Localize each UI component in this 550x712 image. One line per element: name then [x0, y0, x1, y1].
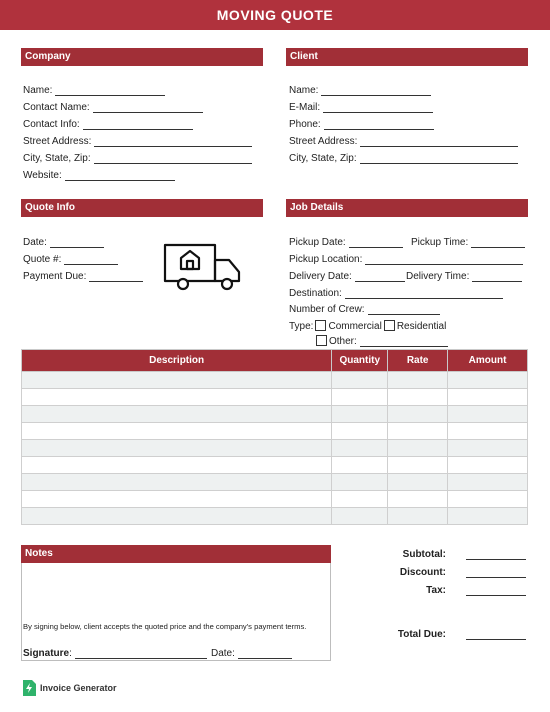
- table-row: [22, 508, 528, 525]
- discount-label: Discount:: [399, 567, 446, 578]
- rate-cell[interactable]: [388, 508, 448, 525]
- quote-number-field[interactable]: Quote #:: [23, 251, 118, 265]
- description-cell[interactable]: [22, 457, 332, 474]
- rate-column-header: Rate: [388, 350, 448, 372]
- rate-cell[interactable]: [388, 406, 448, 423]
- tax-value[interactable]: [466, 595, 526, 596]
- company-contact-name-field[interactable]: Contact Name:: [23, 99, 203, 113]
- client-email-field[interactable]: E-Mail:: [289, 99, 433, 113]
- signature-date-field[interactable]: Date:: [211, 645, 292, 659]
- table-row: [22, 372, 528, 389]
- amount-cell[interactable]: [448, 423, 528, 440]
- company-street-address-field[interactable]: Street Address:: [23, 133, 252, 147]
- table-row: [22, 457, 528, 474]
- quantity-cell[interactable]: [332, 423, 388, 440]
- residential-checkbox[interactable]: [384, 320, 395, 331]
- quantity-cell[interactable]: [332, 457, 388, 474]
- client-city-state-zip-field[interactable]: City, State, Zip:: [289, 150, 518, 164]
- quantity-cell[interactable]: [332, 440, 388, 457]
- table-row: [22, 440, 528, 457]
- pickup-time-field[interactable]: Pickup Time:: [411, 234, 525, 248]
- company-section-header: Company: [21, 48, 263, 66]
- total-due-label: Total Due:: [397, 629, 446, 640]
- amount-cell[interactable]: [448, 389, 528, 406]
- delivery-date-field[interactable]: Delivery Date:: [289, 268, 405, 282]
- rate-cell[interactable]: [388, 491, 448, 508]
- signature-field[interactable]: Signature :: [23, 645, 207, 659]
- rate-cell[interactable]: [388, 423, 448, 440]
- client-street-address-field[interactable]: Street Address:: [289, 133, 518, 147]
- moving-truck-icon: [163, 243, 243, 293]
- footer-brand: Invoice Generator: [40, 683, 117, 693]
- job-details-section-header: Job Details: [286, 199, 528, 217]
- description-cell[interactable]: [22, 474, 332, 491]
- other-type-field: Other:: [314, 333, 448, 347]
- payment-due-field[interactable]: Payment Due:: [23, 268, 143, 282]
- table-row: [22, 474, 528, 491]
- tax-label: Tax:: [426, 585, 446, 596]
- description-cell[interactable]: [22, 491, 332, 508]
- rate-cell[interactable]: [388, 372, 448, 389]
- company-name-field[interactable]: Name:: [23, 82, 165, 96]
- total-due-value[interactable]: [466, 639, 526, 640]
- quantity-cell[interactable]: [332, 491, 388, 508]
- company-contact-info-field[interactable]: Contact Info:: [23, 116, 193, 130]
- company-website-field[interactable]: Website:: [23, 167, 175, 181]
- quantity-cell[interactable]: [332, 474, 388, 491]
- amount-cell[interactable]: [448, 474, 528, 491]
- description-cell[interactable]: [22, 440, 332, 457]
- quantity-cell[interactable]: [332, 389, 388, 406]
- job-type-row: Type: Commercial Residential: [289, 321, 447, 332]
- other-type-input[interactable]: [360, 335, 448, 347]
- rate-cell[interactable]: [388, 440, 448, 457]
- amount-cell[interactable]: [448, 372, 528, 389]
- quote-info-section-header: Quote Info: [21, 199, 263, 217]
- description-cell[interactable]: [22, 508, 332, 525]
- amount-cell[interactable]: [448, 508, 528, 525]
- description-cell[interactable]: [22, 372, 332, 389]
- pickup-location-field[interactable]: Pickup Location:: [289, 251, 523, 265]
- rate-cell[interactable]: [388, 389, 448, 406]
- delivery-time-field[interactable]: Delivery Time:: [406, 268, 522, 282]
- quantity-cell[interactable]: [332, 508, 388, 525]
- quantity-cell[interactable]: [332, 406, 388, 423]
- company-city-state-zip-field[interactable]: City, State, Zip:: [23, 150, 252, 164]
- amount-column-header: Amount: [448, 350, 528, 372]
- quantity-column-header: Quantity: [332, 350, 388, 372]
- commercial-checkbox[interactable]: [315, 320, 326, 331]
- invoice-generator-logo-icon: [22, 680, 36, 696]
- pickup-date-field[interactable]: Pickup Date:: [289, 234, 403, 248]
- description-cell[interactable]: [22, 389, 332, 406]
- amount-cell[interactable]: [448, 457, 528, 474]
- crew-count-field[interactable]: Number of Crew:: [289, 301, 440, 315]
- description-cell[interactable]: [22, 423, 332, 440]
- client-name-field[interactable]: Name:: [289, 82, 431, 96]
- notes-section-header: Notes: [21, 545, 331, 563]
- subtotal-label: Subtotal:: [402, 549, 446, 560]
- items-table: [21, 349, 528, 525]
- page-title: MOVING QUOTE: [0, 0, 550, 30]
- table-row: [22, 389, 528, 406]
- discount-value[interactable]: [466, 577, 526, 578]
- notes-input[interactable]: [21, 567, 331, 617]
- description-cell[interactable]: [22, 406, 332, 423]
- table-row: [22, 406, 528, 423]
- rate-cell[interactable]: [388, 474, 448, 491]
- quote-date-field[interactable]: Date:: [23, 234, 104, 248]
- other-checkbox[interactable]: [316, 335, 327, 346]
- destination-field[interactable]: Destination:: [289, 285, 503, 299]
- table-row: [22, 491, 528, 508]
- description-column-header: Description: [22, 350, 332, 372]
- client-section-header: Client: [286, 48, 528, 66]
- table-row: [22, 423, 528, 440]
- payment-terms-disclaimer: By signing below, client accepts the quoted price and the company's payment terms.: [23, 622, 307, 631]
- subtotal-value[interactable]: [466, 559, 526, 560]
- amount-cell[interactable]: [448, 440, 528, 457]
- rate-cell[interactable]: [388, 457, 448, 474]
- quantity-cell[interactable]: [332, 372, 388, 389]
- items-table-header: [22, 350, 528, 372]
- amount-cell[interactable]: [448, 406, 528, 423]
- amount-cell[interactable]: [448, 491, 528, 508]
- client-phone-field[interactable]: Phone:: [289, 116, 434, 130]
